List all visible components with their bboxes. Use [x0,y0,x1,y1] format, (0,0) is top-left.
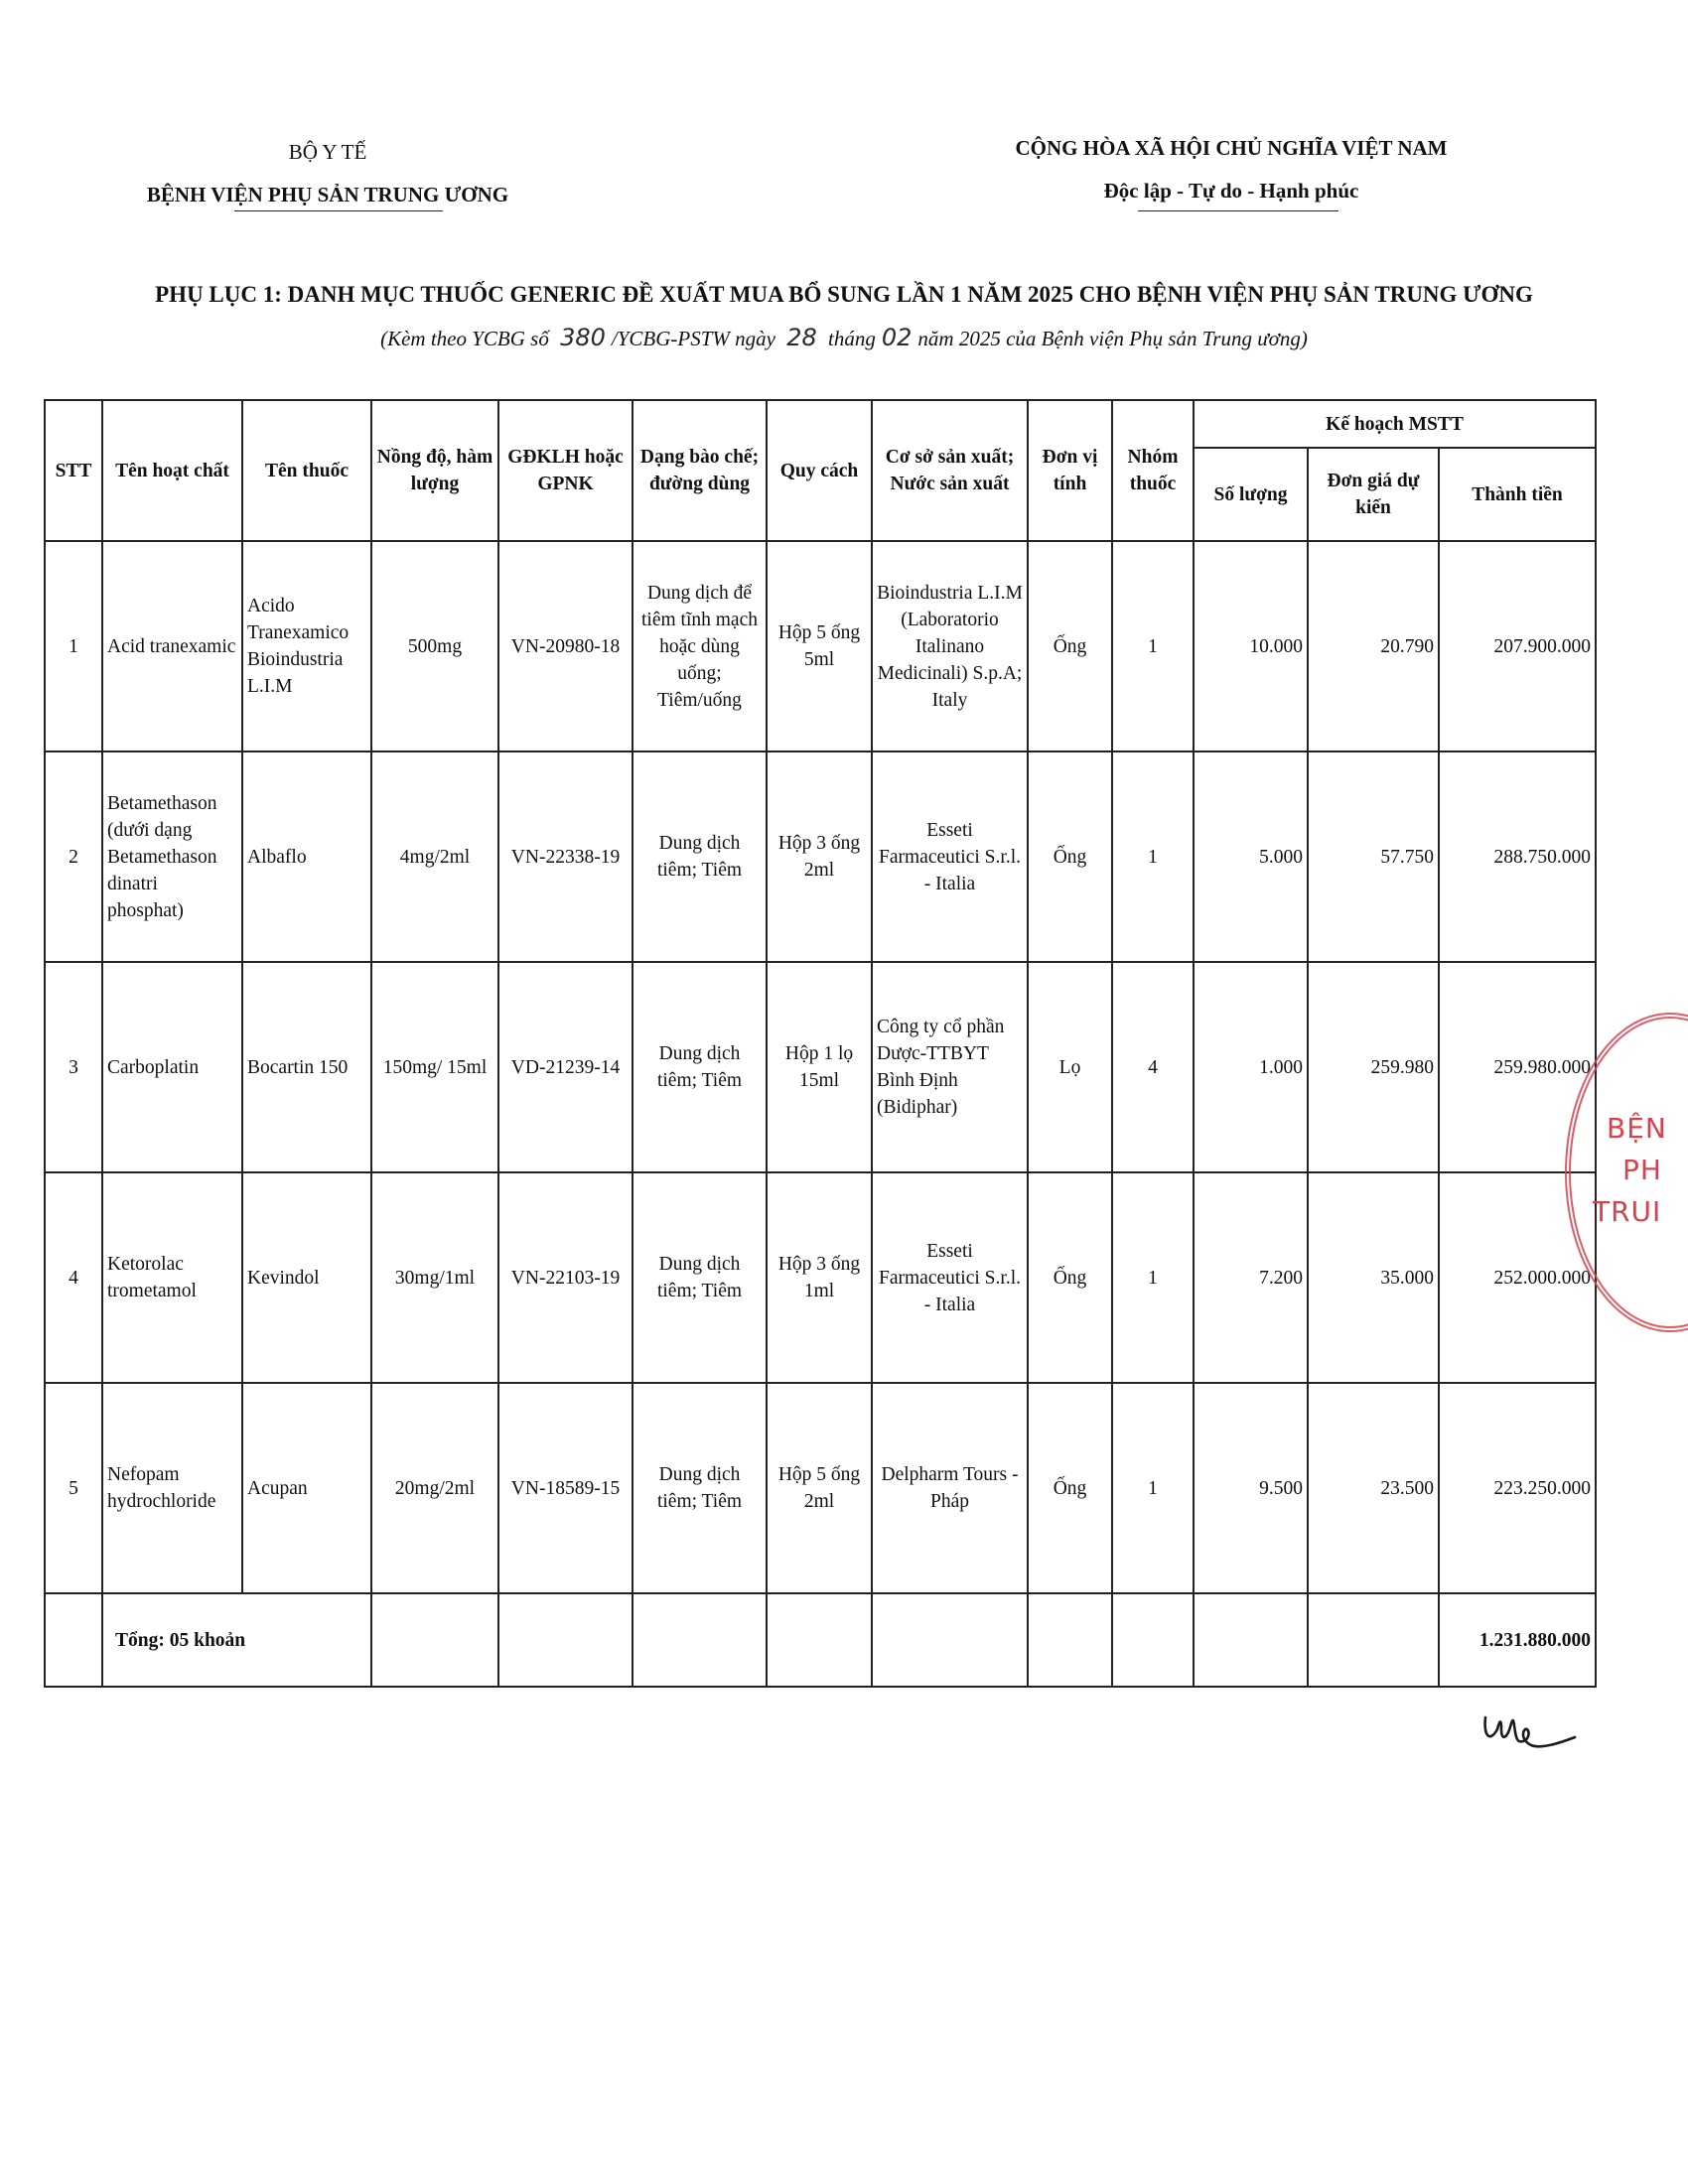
cell-group: 1 [1112,751,1194,962]
cell-active-ingredient: Betamethason (dưới dạng Betamethason dinatri phosphat) [102,751,242,962]
cell-unit-price: 35.000 [1308,1172,1439,1383]
header-left [109,131,546,216]
cell-strength: 4mg/2ml [371,751,498,962]
cell-stt: 2 [45,751,102,962]
cell-active-ingredient: Nefopam hydrochloride [102,1383,242,1593]
header-active-ingredient: Tên hoạt chất [102,400,242,541]
cell-packaging: Hộp 3 ống 1ml [767,1172,872,1383]
drug-table [44,399,1597,1688]
table-row [45,962,1596,1172]
cell-packaging: Hộp 3 ống 2ml [767,751,872,962]
stamp-text-line2: PH [1622,1154,1662,1186]
motto-underline [1138,210,1338,211]
header-amount: Thành tiền [1439,448,1596,541]
cell-quantity: 7.200 [1194,1172,1308,1383]
header-unit: Đơn vị tính [1028,400,1112,541]
cell-dosage-form: Dung dịch tiêm; Tiêm [633,1383,767,1593]
total-empty-cell [1028,1593,1112,1687]
cell-active-ingredient: Ketorolac trometamol [102,1172,242,1383]
cell-registration: VN-20980-18 [498,541,633,751]
header-group: Nhóm thuốc [1112,400,1194,541]
cell-amount: 288.750.000 [1439,751,1596,962]
cell-manufacturer: Công ty cổ phần Dược-TTBYT Bình Định (Bidiphar) [872,962,1028,1172]
cell-quantity: 9.500 [1194,1383,1308,1593]
header-strength: Nồng độ, hàm lượng [371,400,498,541]
cell-unit: Ống [1028,751,1112,962]
cell-manufacturer: Delpharm Tours - Pháp [872,1383,1028,1593]
cell-group: 4 [1112,962,1194,1172]
header-dosage-form: Dạng bào chế; đường dùng [633,400,767,541]
cell-quantity: 5.000 [1194,751,1308,962]
total-row [45,1593,1596,1687]
hospital-underline [234,210,443,211]
header-plan: Kế hoạch MSTT [1194,400,1596,448]
subtitle-part3: tháng [828,327,876,350]
cell-dosage-form: Dung dịch tiêm; Tiêm [633,751,767,962]
cell-drug-name: Kevindol [242,1172,371,1383]
header-drug-name: Tên thuốc [242,400,371,541]
cell-registration: VD-21239-14 [498,962,633,1172]
cell-manufacturer: Bioindustria L.I.M (Laboratorio Italinano Medicinali) S.p.A; Italy [872,541,1028,751]
cell-stt: 4 [45,1172,102,1383]
cell-unit: Ống [1028,1383,1112,1593]
header-packaging: Quy cách [767,400,872,541]
document-subtitle [40,324,1648,351]
cell-drug-name: Acupan [242,1383,371,1593]
hospital-name: BỆNH VIỆN PHỤ SẢN TRUNG ƯƠNG [146,183,509,206]
cell-packaging: Hộp 5 ống 5ml [767,541,872,751]
cell-drug-name: Bocartin 150 [242,962,371,1172]
document-title: PHỤ LỤC 1: DANH MỤC THUỐC GENERIC ĐỀ XUẤT MUA BỔ SUNG LẦN 1 NĂM 2025 CHO BỆNH VIỆN PHỤ SẢN TRUNG ƯƠNG [155,282,1533,307]
cell-dosage-form: Dung dịch để tiêm tĩnh mạch hoặc dùng uống; Tiêm/uống [633,541,767,751]
cell-unit: Ống [1028,1172,1112,1383]
stamp-text-line3: TRUI [1593,1195,1662,1228]
cell-active-ingredient: Carboplatin [102,962,242,1172]
header-manufacturer: Cơ sở sản xuất; Nước sản xuất [872,400,1028,541]
total-amount: 1.231.880.000 [1439,1593,1596,1687]
total-empty-cell [45,1593,102,1687]
total-empty-cell [767,1593,872,1687]
cell-packaging: Hộp 1 lọ 15ml [767,962,872,1172]
handwritten-day: 28 [786,324,817,351]
motto: Độc lập - Tự do - Hạnh phúc [1103,179,1359,203]
cell-unit-price: 57.750 [1308,751,1439,962]
header-registration: GĐKLH hoặc GPNK [498,400,633,541]
cell-packaging: Hộp 5 ống 2ml [767,1383,872,1593]
total-empty-cell [872,1593,1028,1687]
ministry-name: BỘ Y TẾ [288,140,367,164]
cell-registration: VN-22338-19 [498,751,633,962]
cell-dosage-form: Dung dịch tiêm; Tiêm [633,962,767,1172]
total-label: Tổng: 05 khoản [102,1593,371,1687]
cell-unit-price: 259.980 [1308,962,1439,1172]
table-row [45,1383,1596,1593]
cell-unit: Ống [1028,541,1112,751]
stamp-text-line1: BỆN [1607,1112,1667,1145]
cell-dosage-form: Dung dịch tiêm; Tiêm [633,1172,767,1383]
cell-amount: 207.900.000 [1439,541,1596,751]
cell-unit-price: 23.500 [1308,1383,1439,1593]
handwritten-month: 02 [881,324,913,351]
cell-stt: 3 [45,962,102,1172]
table-row [45,541,1596,751]
cell-group: 1 [1112,541,1194,751]
cell-manufacturer: Esseti Farmaceutici S.r.l. - Italia [872,751,1028,962]
table-row [45,1172,1596,1383]
cell-registration: VN-22103-19 [498,1172,633,1383]
cell-strength: 30mg/1ml [371,1172,498,1383]
header-unit-price: Đơn giá dự kiến [1308,448,1439,541]
cell-strength: 150mg/ 15ml [371,962,498,1172]
cell-drug-name: Albaflo [242,751,371,962]
header-stt: STT [45,400,102,541]
cell-active-ingredient: Acid tranexamic [102,541,242,751]
country-name: CỘNG HÒA XÃ HỘI CHỦ NGHĨA VIỆT NAM [1015,136,1448,160]
cell-unit-price: 20.790 [1308,541,1439,751]
cell-amount: 259.980.000 [1439,962,1596,1172]
cell-amount: 223.250.000 [1439,1383,1596,1593]
cell-amount: 252.000.000 [1439,1172,1596,1383]
cell-manufacturer: Esseti Farmaceutici S.r.l. - Italia [872,1172,1028,1383]
total-empty-cell [1112,1593,1194,1687]
table-row [45,751,1596,962]
cell-stt: 5 [45,1383,102,1593]
cell-quantity: 1.000 [1194,962,1308,1172]
header-right [933,127,1529,212]
total-empty-cell [633,1593,767,1687]
subtitle-part2: /YCBG-PSTW ngày [611,327,775,350]
header-quantity: Số lượng [1194,448,1308,541]
subtitle-part4: năm 2025 của Bệnh viện Phụ sản Trung ương) [917,327,1308,350]
cell-group: 1 [1112,1383,1194,1593]
cell-strength: 20mg/2ml [371,1383,498,1593]
cell-strength: 500mg [371,541,498,751]
cell-registration: VN-18589-15 [498,1383,633,1593]
signature-mark [1479,1700,1579,1759]
total-empty-cell [498,1593,633,1687]
cell-drug-name: Acido Tranexamico Bioindustria L.I.M [242,541,371,751]
cell-quantity: 10.000 [1194,541,1308,751]
total-empty-cell [1194,1593,1308,1687]
subtitle-part1: (Kèm theo YCBG số [380,327,549,350]
cell-group: 1 [1112,1172,1194,1383]
total-empty-cell [371,1593,498,1687]
cell-stt: 1 [45,541,102,751]
handwritten-doc-number: 380 [560,324,606,351]
total-empty-cell [1308,1593,1439,1687]
cell-unit: Lọ [1028,962,1112,1172]
